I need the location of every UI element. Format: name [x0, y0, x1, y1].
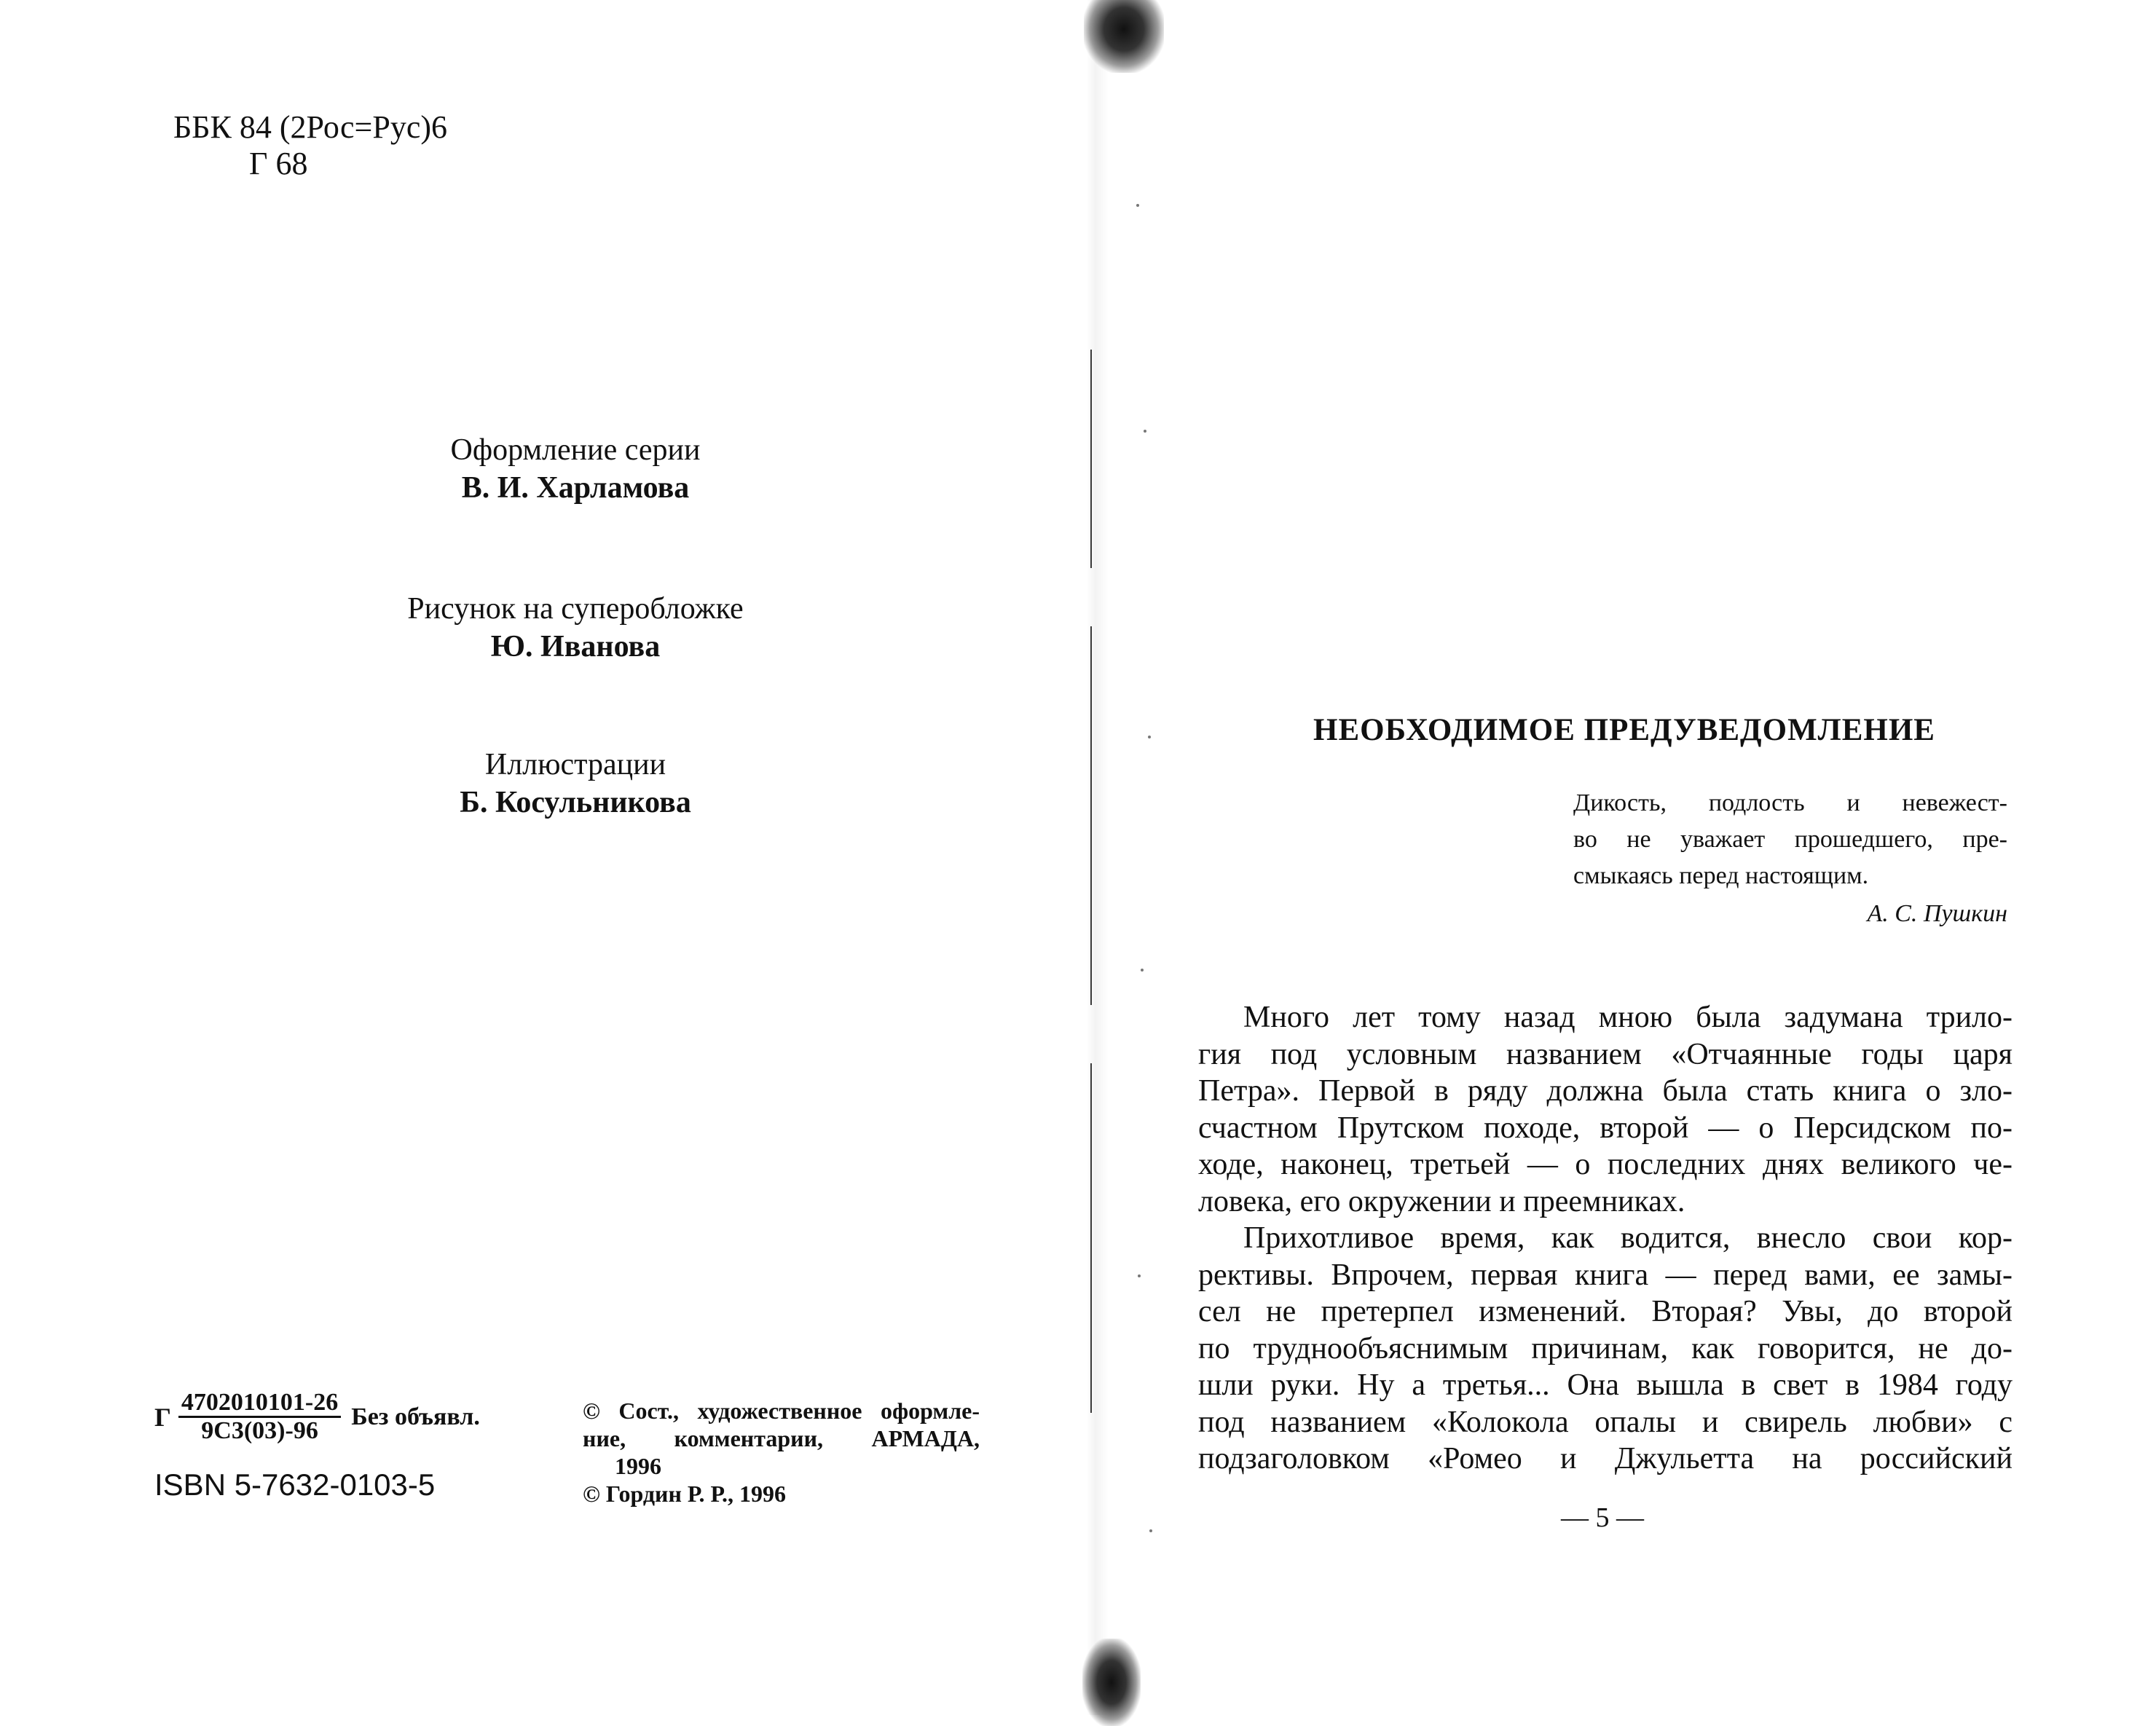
copyright-line: © Сост., художественное оформле-: [583, 1398, 980, 1424]
bbk-classification: [173, 109, 447, 182]
text-line: Прихотливое время, как водится, внесло свои кор-: [1243, 1221, 2013, 1255]
copyright-line: ние, комментарии, АРМАДА,: [583, 1425, 980, 1451]
credit-name: Б. Косульникова: [460, 786, 691, 819]
text-line: подзаголовком «Ромео и Джульетта на российский: [1198, 1442, 2013, 1475]
text-line: под названием «Колокола опалы и свирель любви» с: [1198, 1405, 2013, 1439]
text-line: Много лет тому назад мною была задумана трило-: [1243, 1001, 2013, 1034]
author-mark: Г 68: [249, 146, 308, 181]
copyright-block: [583, 1397, 980, 1508]
epigraph-line: смыкаясь перед настоящим.: [1573, 862, 1869, 889]
spine-line: [1090, 626, 1092, 1005]
credit-cover-art: [313, 590, 838, 666]
body-text: [1198, 999, 2013, 1478]
left-page: [0, 0, 1078, 1715]
publication-code: [154, 1390, 480, 1444]
scan-speck: [1148, 736, 1151, 738]
code-fraction: [178, 1390, 341, 1444]
code-numerator: 4702010101-26: [178, 1390, 341, 1418]
text-line: ходе, наконец, третьей — о последних днях великого че-: [1198, 1148, 2013, 1181]
credit-series-design: [313, 431, 838, 507]
epigraph-author: А. С. Пушкин: [1867, 900, 2007, 927]
scan-speck: [1141, 969, 1144, 972]
epigraph-line: Дикость, подлость и невежест-: [1573, 789, 2007, 816]
text-line: сел не претерпел изменений. Вторая? Увы, до второй: [1198, 1295, 2013, 1328]
epigraph-line: во не уважает прошедшего, пре-: [1573, 826, 2007, 853]
page-number: — 5 —: [1561, 1502, 1644, 1533]
text-line: шли руки. Ну а третья... Она вышла в свет в 1984 году: [1198, 1368, 2013, 1402]
credit-name: Ю. Иванова: [490, 630, 661, 663]
scan-speck: [1144, 430, 1146, 433]
scan-speck: [1149, 1529, 1152, 1532]
credit-role: Рисунок на суперобложке: [407, 592, 744, 626]
code-prefix: Г: [154, 1402, 171, 1432]
copyright-author: © Гордин Р. Р., 1996: [583, 1481, 786, 1507]
isbn: ISBN 5-7632-0103-5: [154, 1467, 436, 1502]
text-line: рективы. Впрочем, первая книга — перед вами, ее замы-: [1198, 1258, 2013, 1292]
no-ads-note: Без объявл.: [351, 1403, 480, 1430]
text-line: по труднообъяснимым причинам, как говорится, не до-: [1198, 1331, 2013, 1366]
bbk-code: ББК 84 (2Рос=Рус)6: [173, 109, 447, 145]
scan-speck: [1136, 204, 1139, 207]
text-line: гия под условным названием «Отчаянные годы царя: [1198, 1037, 2013, 1071]
spine-line: [1090, 1063, 1092, 1413]
copyright-line: 1996: [615, 1453, 661, 1479]
text-line: ловека, его окружении и преемниках.: [1198, 1184, 1685, 1218]
epigraph: [1573, 785, 2007, 932]
credit-name: В. И. Харламова: [461, 471, 690, 505]
text-line: счастном Прутском походе, второй — о Персидском по-: [1198, 1111, 2013, 1145]
scan-speck: [1138, 1274, 1141, 1277]
spine-line: [1090, 350, 1092, 568]
code-denominator: 9С3(03)-96: [201, 1417, 318, 1444]
chapter-heading: НЕОБХОДИМОЕ ПРЕДУВЕДОМЛЕНИЕ: [1313, 713, 1935, 747]
credit-role: Оформление серии: [450, 433, 701, 467]
scan-smudge: [1084, 0, 1164, 73]
credit-illustrations: [313, 746, 838, 821]
credit-role: Иллюстрации: [484, 748, 666, 781]
text-line: Петра». Первой в ряду должна была стать книга о зло-: [1198, 1074, 2013, 1108]
scan-smudge: [1082, 1639, 1141, 1726]
